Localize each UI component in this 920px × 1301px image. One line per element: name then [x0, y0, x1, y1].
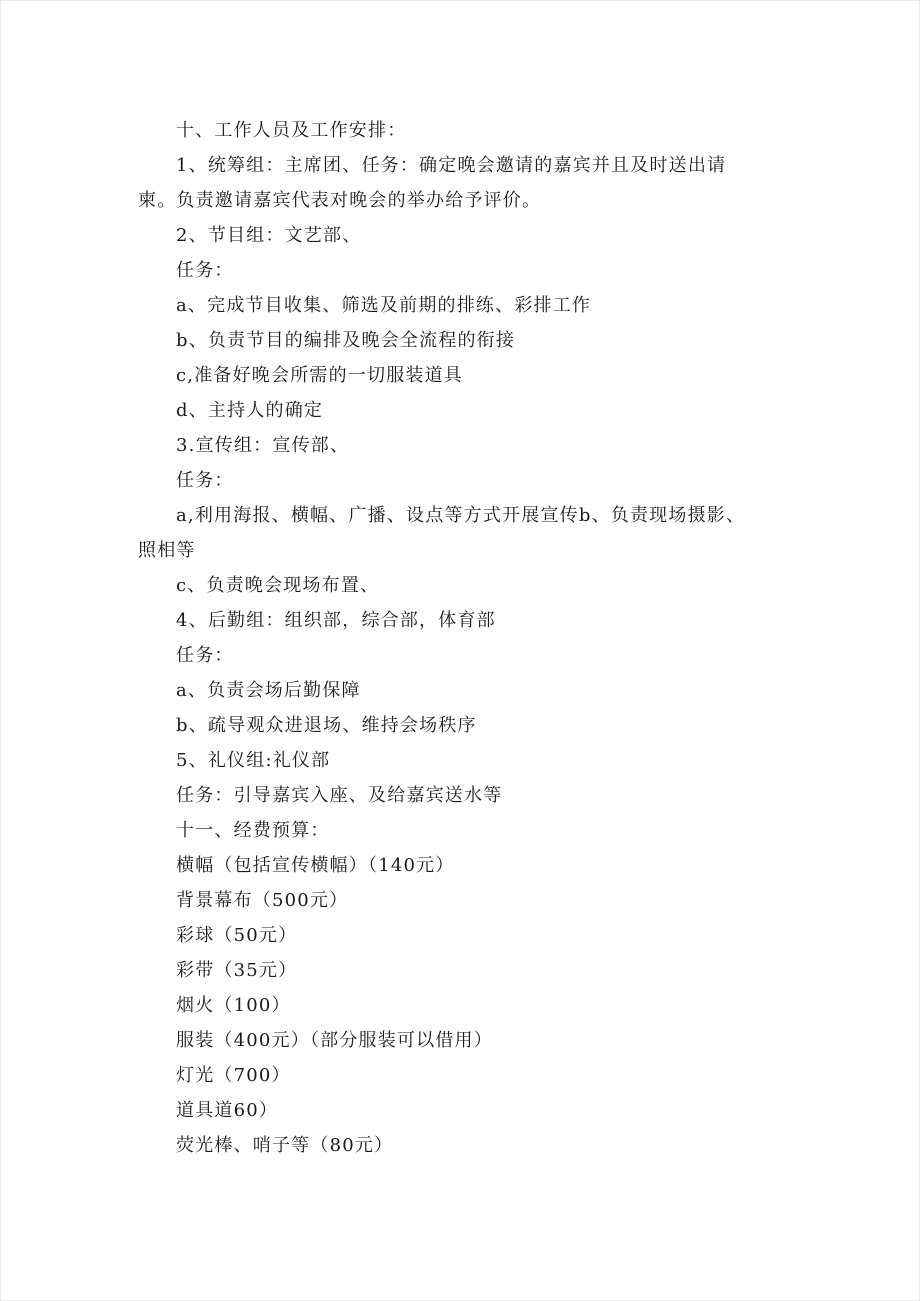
paragraph-line: a,利用海报、横幅、广播、设点等方式开展宣传b、负责现场摄影、 [176, 505, 746, 526]
paragraph-line: c,准备好晚会所需的一切服装道具 [176, 365, 464, 386]
paragraph-line: 柬。负责邀请嘉宾代表对晚会的举办给予评价。 [138, 190, 542, 211]
budget-item: 烟火（100） [176, 995, 291, 1016]
paragraph-line: 任务： [176, 260, 234, 281]
document-body [138, 113, 778, 1163]
budget-item: 道具道60） [176, 1100, 279, 1121]
paragraph-line: d、主持人的确定 [176, 400, 324, 421]
paragraph-line: a、负责会场后勤保障 [176, 680, 361, 701]
paragraph-line: 任务： [176, 645, 234, 666]
section-heading-budget: 十一、经费预算： [176, 820, 330, 841]
budget-item: 背景幕布（500元） [176, 890, 349, 911]
paragraph-line: 3.宣传组：宣传部、 [176, 435, 350, 456]
paragraph-line: 照相等 [138, 540, 196, 561]
paragraph-line: b、负责节目的编排及晚会全流程的衔接 [176, 330, 516, 351]
budget-item: 荧光棒、哨子等（80元） [176, 1135, 394, 1156]
budget-item: 彩球（50元） [176, 925, 298, 946]
paragraph-line: 2、节目组：文艺部、 [176, 225, 362, 246]
section-heading-staff: 十、工作人员及工作安排： [176, 120, 407, 141]
paragraph-line: c、负责晚会现场布置、 [176, 575, 380, 596]
paragraph-line: 任务： [176, 470, 234, 491]
budget-item: 横幅（包括宣传横幅）（140元） [176, 855, 455, 876]
budget-item: 彩带（35元） [176, 960, 298, 981]
paragraph-line: b、疏导观众进退场、维持会场秩序 [176, 715, 477, 736]
budget-item: 服装（400元）（部分服装可以借用） [176, 1030, 493, 1051]
paragraph-line: 1、统筹组：主席团、任务：确定晚会邀请的嘉宾并且及时送出请 [176, 155, 727, 176]
budget-item: 灯光（700） [176, 1065, 291, 1086]
paragraph-line: 任务：引导嘉宾入座、及给嘉宾送水等 [176, 785, 503, 806]
paragraph-line: 5、礼仪组:礼仪部 [176, 750, 331, 771]
paragraph-line: 4、后勤组：组织部，综合部，体育部 [176, 610, 496, 631]
paragraph-line: a、完成节目收集、筛选及前期的排练、彩排工作 [176, 295, 592, 316]
